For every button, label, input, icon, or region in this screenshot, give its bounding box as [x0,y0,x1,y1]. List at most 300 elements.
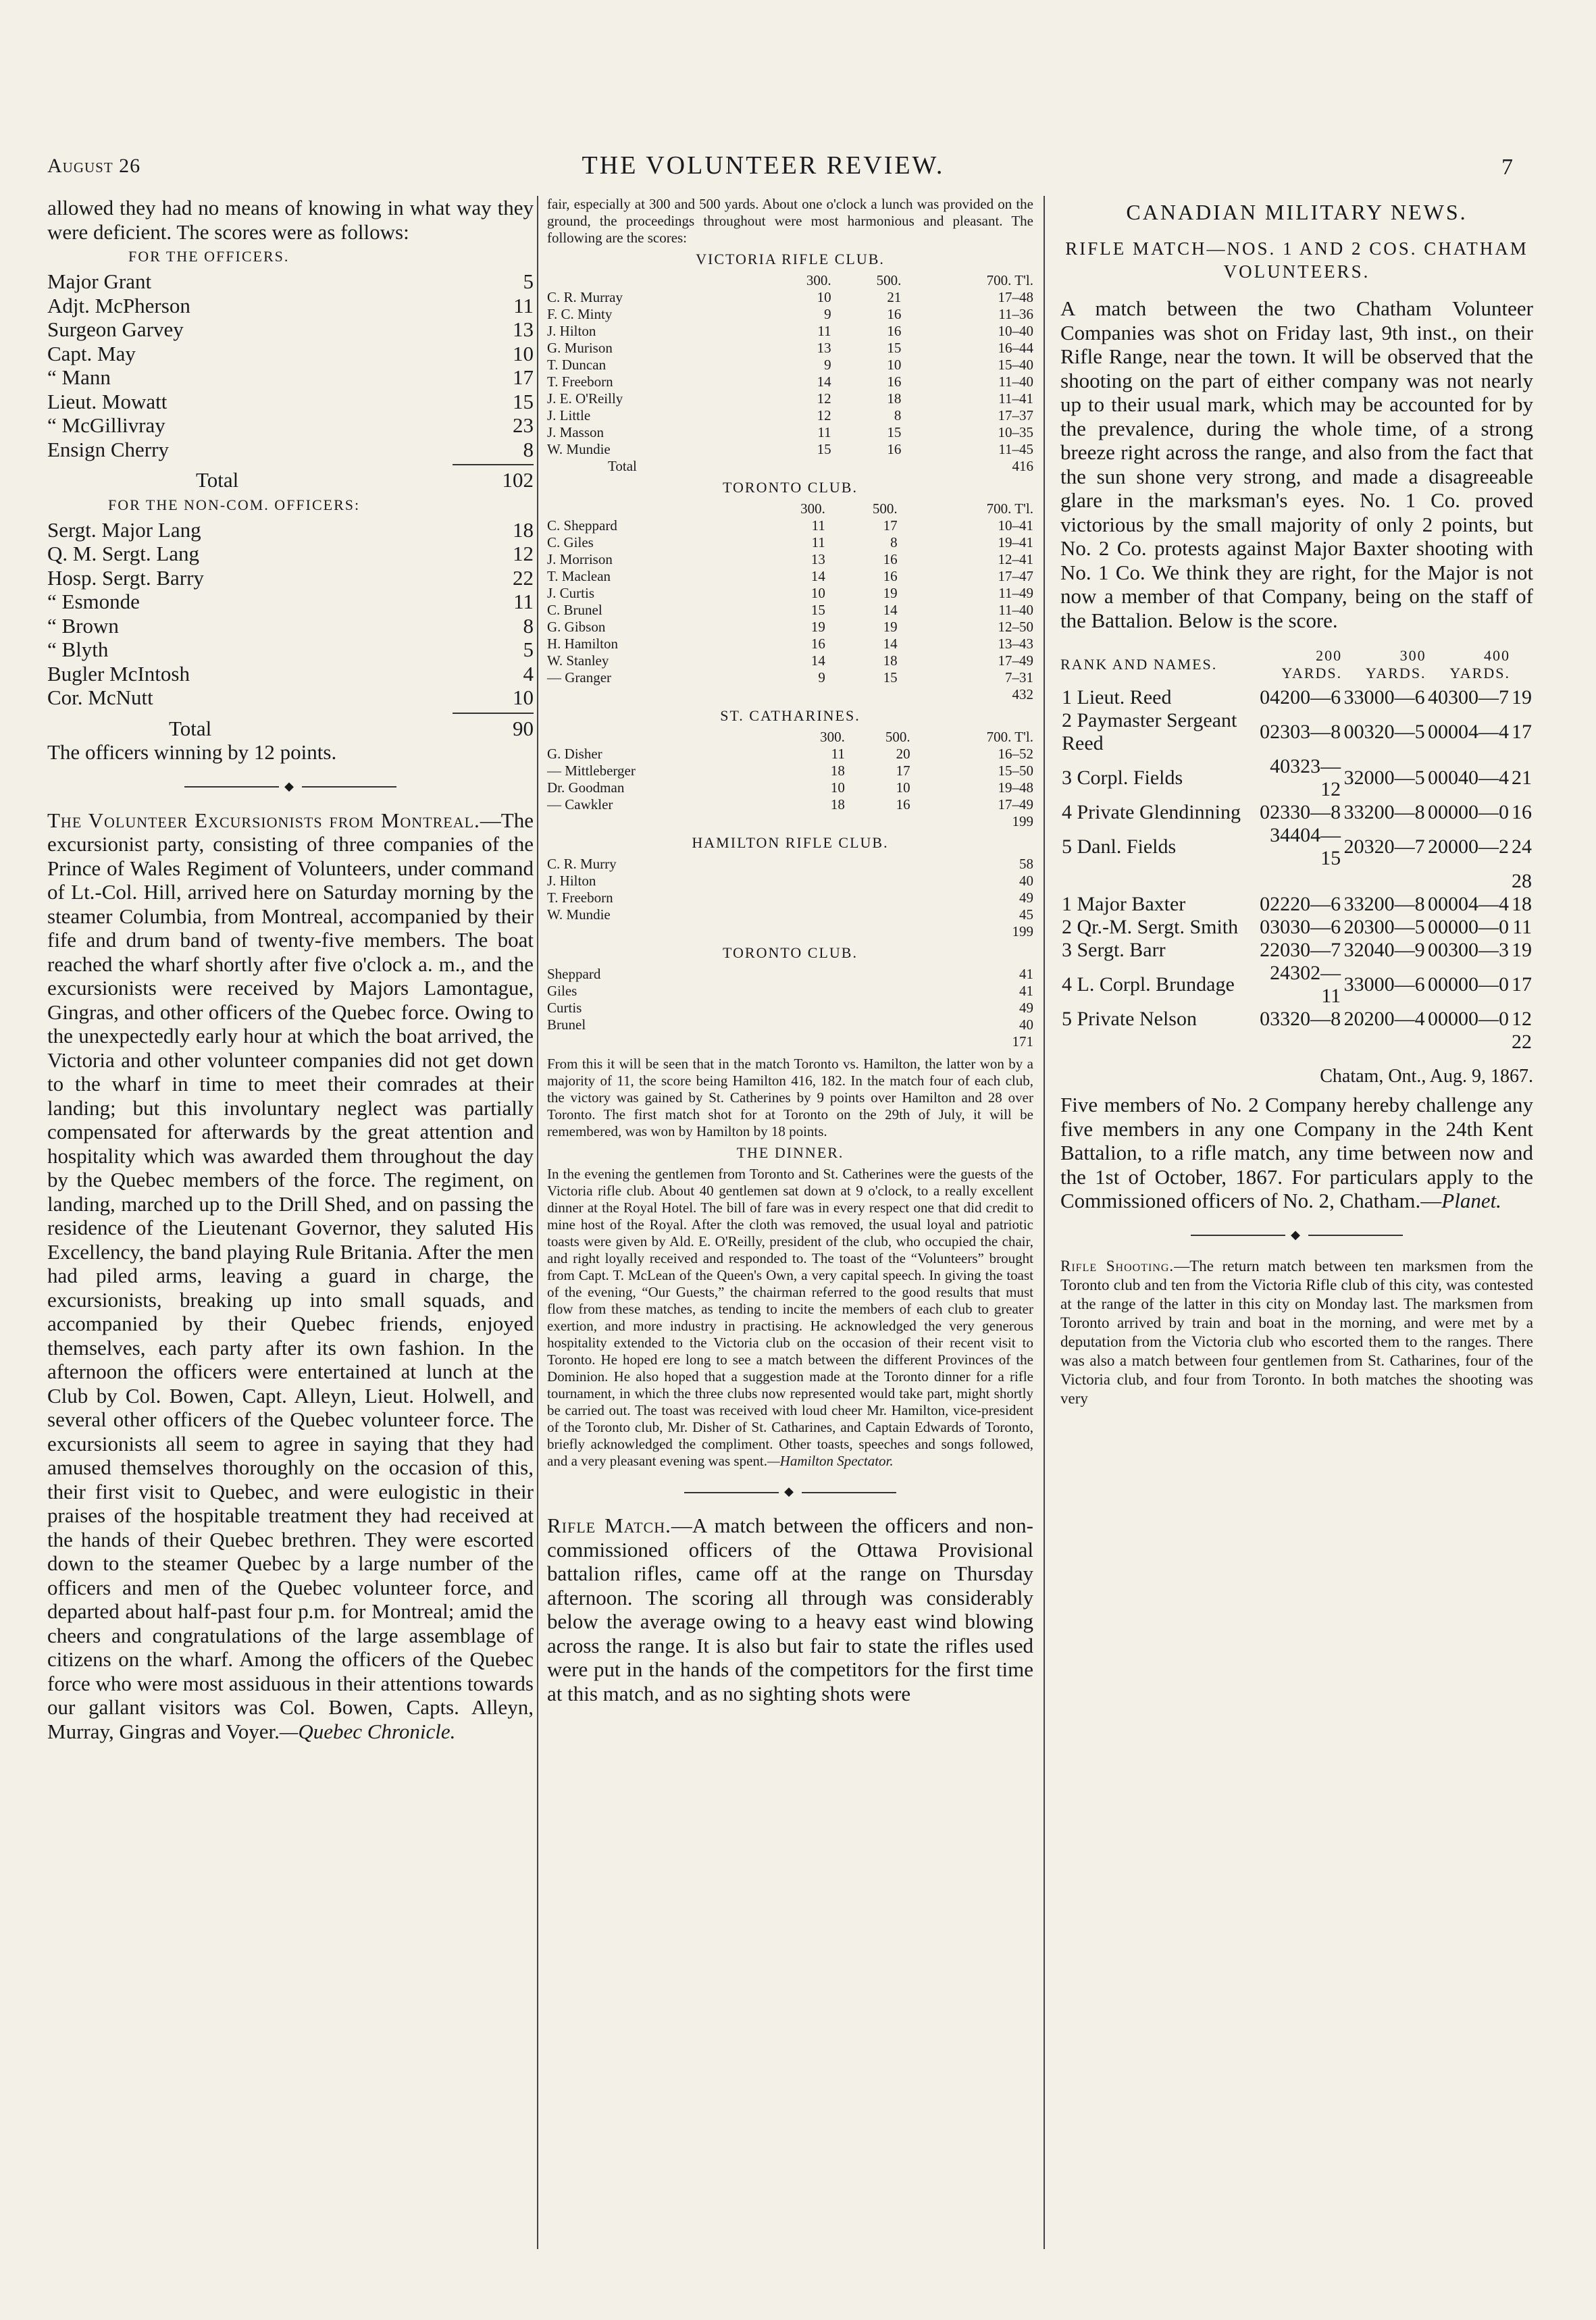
table-row [47,662,534,686]
shooter-score: 16 [887,323,902,339]
table-row [547,906,1033,923]
table-row [547,619,1033,636]
shooter-name: Curtis [547,1000,582,1016]
dinner-heading: THE DINNER. [736,1144,844,1161]
table-row [547,407,1033,424]
table-row [1060,801,1533,824]
shooter-score: 49 [1019,1000,1033,1016]
column-1 [47,196,534,1743]
member-score: 5 [523,638,534,661]
shooter-score: 45 [1019,906,1033,923]
stcath-score-table [547,729,1033,813]
shooter-name: H. Hamilton [547,636,618,652]
shooter-score: 14 [883,602,898,618]
rifle-shooting-article [1060,1257,1533,1408]
member-name: Bugler McIntosh [47,661,190,686]
column-header: 700. T'l. [986,500,1033,517]
shooter-score: 18 [883,652,898,669]
shooter-score: 10 [896,779,910,796]
officers-total: 102 [502,468,534,492]
chatham-match-article: A match between the two Chatham Volunteer Companies was shot on Friday last, 9th inst., on their Rifle Range, near the town. It will be observed that the shooting on the part of either company was not nearly up to their usual mark, which may be accounted for by the prevalence, during the whole time, of a strong breeze right across the range, and also from the fact that the sun shone very strong, and made a disagreeable glare in the marksman's eyes. No. 1 Co. proved victorious by the small majority of only 2 points, but No. 2 Co. protests against Major Baxter shooting with No. 1 Co. We think they are right, for the Major is not now a member of that Company, being on the staff of the Battalion. Below is the score. [1060,297,1533,632]
table-row [47,438,534,462]
range-score: 12 [1512,1008,1532,1030]
range-score: 22030—7 [1260,939,1341,961]
shooter-name: C. R. Murry [547,856,617,872]
table-row [547,602,1033,619]
column-header: 300. [820,729,845,745]
shooter-name: F. C. Minty [547,306,613,322]
rank-name: 3 Sergt. Barr [1062,939,1166,961]
officers-match-intro: allowed they had no means of knowing in what way they were deficient. The scores were as follows: [47,196,534,244]
range-score: 24302—11 [1270,962,1341,1007]
shooter-score: 12–50 [998,619,1033,635]
rank-name: 2 Qr.-M. Sergt. Smith [1062,916,1239,938]
shooter-score: 16 [883,568,898,584]
noncom-score-table [47,518,534,710]
member-name: Lieut. Mowatt [47,389,168,413]
shooter-score: 17–37 [998,407,1033,423]
stcath-total: 199 [1012,813,1033,829]
victoria-total: 416 [1012,458,1033,474]
officers-score-table [47,269,534,461]
range-score: 02303—8 [1260,721,1341,743]
range-score: 33200—8 [1343,893,1425,915]
rifle-shooting-body: —The return match between ten marksmen from the Toronto club and ten from the Victoria Rifle club of this city, was contested at the range of the latter in this city on Monday last. The marksmen from Toronto arrived by train and boat in the morning, and were met by a deputation from the Victoria club who escorted them to the ranges. There was also a match between four gentlemen from St. Catharines, four of the Victoria club, and four from Toronto. In both matches the shooting was very [1060,1257,1533,1407]
team-total: 28 [1512,870,1532,892]
column-header: 700. T'l. [986,729,1033,745]
range-score: 00040—4 [1427,767,1509,789]
shooter-score: 16 [810,636,825,652]
victoria-score-table [547,272,1033,458]
table-row [1060,893,1533,916]
range-score: 40323—12 [1270,755,1341,800]
range-score: 33000—6 [1343,686,1425,708]
shooter-score: 17–49 [998,796,1033,813]
blank [1426,870,1510,893]
shooter-score: 11–45 [998,441,1033,457]
shooter-name: T. Maclean [547,568,611,584]
shooter-score: 11–40 [998,373,1033,390]
range-score: 21 [1512,767,1532,789]
shooter-score: 16–52 [998,746,1033,762]
range-score: 02220—6 [1260,893,1341,915]
stcath-heading: ST. CATHARINES. [720,707,860,724]
shooter-name: G. Gibson [547,619,606,635]
excursion-source: —Quebec Chronicle. [279,1719,456,1743]
column-header: 500. [876,272,902,288]
victoria-total-label: Total [608,458,637,474]
hamilton-score-table [547,856,1033,923]
member-name: “ Esmonde [47,590,140,613]
range-score: 33200—8 [1343,801,1425,823]
member-score: 10 [513,341,534,365]
rank-name: 4 Private Glendinning [1062,801,1241,823]
column-header: 300. [800,500,825,517]
member-name: Hosp. Sergt. Barry [47,565,204,590]
shooter-name: W. Mundie [547,441,611,457]
rank-name: 4 L. Corpl. Brundage [1062,973,1235,996]
member-name: Q. M. Sergt. Lang [47,542,200,565]
table-header-row [547,272,1033,289]
member-score: 11 [513,590,534,613]
blank [1060,1031,1256,1054]
shooter-score: 18 [887,390,902,407]
table-row [547,306,1033,323]
total-rule [453,713,534,714]
range-score: 02330—8 [1260,801,1341,823]
shooter-score: 17 [883,517,898,534]
member-score: 18 [513,517,534,542]
shooter-name: C. Brunel [547,602,602,618]
rifle-match-lead: Rifle Match. [547,1514,671,1537]
toronto2-total-row [547,1033,1033,1050]
shooter-score: 15 [887,340,902,356]
newspaper-title: THE VOLUNTEER REVIEW. [582,151,945,180]
shooter-score: 16 [887,306,902,322]
team-total-row [1060,870,1533,893]
shooter-score: 58 [1019,856,1033,872]
member-score: 12 [513,542,534,565]
member-score: 17 [513,365,534,389]
issue-date: August 26 [47,155,141,177]
member-name: “ Blyth [47,638,109,661]
shooter-name: — Mittleberger [547,763,636,779]
range-score: 32000—5 [1343,767,1425,789]
table-row [547,1000,1033,1016]
range-score: 00000—0 [1427,1008,1509,1030]
table-row [547,517,1033,534]
shooter-name: C. R. Murray [547,289,623,305]
table-header-row [547,729,1033,746]
table-row [1060,962,1533,1008]
range-score: 17 [1512,721,1532,743]
shooter-name: T. Freeborn [547,373,613,390]
toronto-heading: TORONTO CLUB. [723,479,858,496]
shooter-name: Brunel [547,1016,586,1033]
shooter-name: Giles [547,983,577,999]
shooter-name: C. Giles [547,534,594,550]
noncom-total-row [47,717,534,741]
blank [1256,870,1342,893]
table-row [547,856,1033,873]
shooter-score: 11 [817,424,831,440]
table-row [47,638,534,662]
header-blank [547,272,761,289]
challenge-body: Five members of No. 2 Company hereby challenge any five members in any one Company in the 24th Kent Battalion, to a rifle match, any time between now and the 1st of October, 1867. For particulars apply to the Commissioned officers of No. 2, Chatham.— [1060,1093,1533,1212]
range-score: 16 [1512,801,1532,823]
table-row [547,390,1033,407]
page-number: 7 [1501,155,1513,180]
shooter-score: 10 [887,357,902,373]
shooter-score: 14 [810,652,825,669]
table-row [47,317,534,342]
total-rule [453,464,534,465]
table-row [47,518,534,542]
shooter-score: 15 [883,669,898,686]
member-score: 23 [513,413,534,437]
rifle-shooting-lead: Rifle Shooting. [1060,1257,1175,1274]
shooter-name: — Granger [547,669,612,686]
table-row [47,269,534,294]
member-score: 10 [513,686,534,709]
table-row [547,568,1033,585]
range-score: 34404—15 [1270,824,1341,869]
table-row [47,542,534,566]
shooter-score: 12 [817,407,831,423]
shooter-score: 19 [810,619,825,635]
rank-name: 5 Danl. Fields [1062,835,1177,858]
shooter-score: 16 [896,796,910,813]
shooter-score: 20 [896,746,910,762]
range-score: 00320—5 [1343,721,1425,743]
shooter-score: 41 [1019,966,1033,982]
shooter-score: 15 [810,602,825,618]
shooter-name: J. Morrison [547,551,613,567]
shooter-name: W. Stanley [547,652,609,669]
toronto-score-table [547,500,1033,686]
column-divider-1 [537,196,538,2249]
rifle-club-intro: fair, especially at 300 and 500 yards. About one o'clock a lunch was provided on the ground, the proceedings throughout were most harmonious and pleasant. The following are the scores: [547,196,1033,246]
member-name: “ McGillivray [47,413,165,437]
table-row [547,1016,1033,1033]
rank-name: 1 Major Baxter [1062,893,1186,915]
member-score: 13 [513,317,534,341]
blank [1342,1031,1426,1054]
table-row [547,763,1033,779]
range-score: 00300—3 [1427,939,1509,961]
table-row [47,294,534,318]
shooter-score: 9 [818,669,825,686]
shooter-score: 41 [1019,983,1033,999]
shooter-score: 10–40 [998,323,1033,339]
table-row [547,340,1033,357]
shooter-name: J. Masson [547,424,604,440]
shooter-score: 16 [887,373,902,390]
header-blank [547,500,753,517]
member-name: Cor. McNutt [47,686,153,709]
table-row [47,342,534,366]
column-3 [1060,196,1533,1408]
table-row [547,323,1033,340]
dinner-source: —Hamilton Spectator. [767,1453,894,1469]
table-row [1060,916,1533,939]
blank [1426,1031,1510,1054]
column-2 [547,196,1033,1705]
shooter-score: 10–41 [998,517,1033,534]
shooter-score: 40 [1019,873,1033,889]
table-row [547,652,1033,669]
member-name: “ Mann [47,365,111,389]
section-divider: ◆ [547,1485,1033,1499]
table-row [547,966,1033,983]
shooter-score: 15 [817,441,831,457]
shooter-score: 11–49 [998,585,1033,601]
range-score: 24 [1512,835,1532,858]
shooter-score: 14 [817,373,831,390]
shooter-name: Dr. Goodman [547,779,625,796]
member-name: Adjt. McPherson [47,293,190,317]
shooter-score: 12–41 [998,551,1033,567]
toronto-total: 432 [1012,686,1033,702]
table-row [547,779,1033,796]
member-score: 8 [523,437,534,461]
section-divider: ◆ [1060,1228,1533,1242]
shooter-score: 17–48 [998,289,1033,305]
hamilton-total-row [547,923,1033,940]
excursion-article [47,808,534,1744]
shooter-score: 10 [810,585,825,601]
shooter-score: 8 [890,534,898,550]
shooter-score: 11 [831,746,845,762]
masthead [41,145,1513,192]
table-row [547,357,1033,373]
column-header: 500. [885,729,910,745]
shooter-score: 11 [817,323,831,339]
shooter-score: 15–40 [998,357,1033,373]
shooter-score: 17–49 [998,652,1033,669]
range-score: 19 [1512,686,1532,708]
shooter-name: J. Hilton [547,873,596,889]
shooter-score: 12 [817,390,831,407]
range-score: 04200—6 [1260,686,1341,708]
victoria-total-row [547,458,1033,475]
toronto-total-row [547,686,1033,703]
range-score: 19 [1512,939,1532,961]
noncom-heading: FOR THE NON-COM. OFFICERS: [108,496,361,513]
shooter-score: 10 [830,779,845,796]
shooter-name: — Cawkler [547,796,613,813]
member-name: Sergt. Major Lang [47,517,201,542]
section-title: CANADIAN MILITARY NEWS. [1126,200,1468,224]
dinner-article [547,1166,1033,1470]
shooter-score: 13–43 [998,636,1033,652]
shooter-score: 19 [883,619,898,635]
shooter-score: 19–41 [998,534,1033,550]
blank [1060,870,1256,893]
table-row [547,983,1033,1000]
member-score: 22 [513,565,534,590]
table-row [547,746,1033,763]
range-score: 03320—8 [1260,1008,1341,1030]
column-header: 300. [806,272,831,288]
table-row [547,424,1033,441]
table-row [547,373,1033,390]
table-row [1060,709,1533,755]
toronto2-total: 171 [1012,1033,1033,1050]
officers-total-label: Total [196,468,239,492]
column-divider-2 [1044,196,1045,2249]
team-total: 22 [1512,1031,1532,1053]
shooter-name: W. Mundie [547,906,611,923]
shooter-name: Sheppard [547,966,601,982]
rank-name: 3 Corpl. Fields [1062,767,1183,789]
shooter-score: 19 [883,585,898,601]
toronto2-heading: TORONTO CLUB. [723,944,858,961]
shooter-score: 9 [824,357,831,373]
table-row [47,365,534,390]
shooter-score: 49 [1019,890,1033,906]
officers-heading: FOR THE OFFICERS. [128,248,290,265]
match-summary: From this it will be seen that in the match Toronto vs. Hamilton, the latter won by a majority of 11, the score being Hamilton 416, 182. In the match four of each club, the victory was gained by St. Catherines by 9 points over Hamilton and 28 over Toronto. The first match shot for at Toronto on the 29th of July, it will be remembered, was won by Hamilton by 18 points. [547,1056,1033,1139]
range-score: 33000—6 [1343,973,1425,996]
table-row [1060,939,1533,962]
table-header-row [1060,643,1533,686]
range-score: 00004—4 [1427,893,1509,915]
table-row [47,686,534,710]
shooter-score: 11 [811,534,825,550]
range-score: 20200—4 [1343,1008,1425,1030]
shooter-score: 16 [883,551,898,567]
rank-name: 2 Paymaster Sergeant Reed [1062,709,1237,754]
table-row [47,614,534,638]
table-row [547,585,1033,602]
noncom-total: 90 [513,716,534,740]
shooter-name: J. Curtis [547,585,595,601]
range-score: 20000—2 [1427,835,1509,858]
shooter-score: 13 [810,551,825,567]
shooter-name: T. Duncan [547,357,607,373]
range-score: 03030—6 [1260,916,1341,938]
range-score: 00000—0 [1427,916,1509,938]
range-score: 00004—4 [1427,721,1509,743]
table-row [547,636,1033,652]
victoria-heading: VICTORIA RIFLE CLUB. [696,251,885,267]
shooter-score: 9 [824,306,831,322]
challenge-notice [1060,1093,1533,1213]
dinner-body: In the evening the gentlemen from Toronto and St. Catherines were the guests of the Victoria rifle club. About 40 gentlemen sat down at 9 o'clock, to a really excellent dinner at the Royal Hotel. The bill of fare was in every respect one that did credit to mine host of the Royal. After the cloth was removed, the usual loyal and patriotic toasts were given by Ald. E. O'Reilly, president of the club, who occupied the chair, and right loyally received and responded to. The toast of the “Volunteers” brought from Capt. T. McLean of the Queen's Own, a very capital speech. In giving the toast of the evening, “Our Guests,” the chairman referred to the good results that must flow from these matches, as tending to incite the members of each club to greater exertion, and more industry in practising. He acknowledged the very generous hospitality extended to the Victoria club on the occasion of their recent visit to Toronto. He hoped ere long to see a match between the different Provinces of the Dominion. He also hoped that a suggestion made at the Toronto dinner for a rifle tournament, in which the three clubs now represented would take part, might shortly be carried out. The toast was received with loud cheer Mr. Hamilton, vice-president of the Toronto club, Mr. Disher of St. Catharines, and Captain Edwards of Toronto, briefly acknowledged the compliment. Other toasts, speeches and songs followed, and a very pleasant evening was spent. [547,1166,1033,1469]
dateline: Chatam, Ont., Aug. 9, 1867. [1320,1066,1533,1087]
table-row [547,441,1033,458]
column-header: 200 YARDS. [1281,647,1343,681]
member-name: Capt. May [47,341,136,365]
excursion-lead: The Volunteer Excursionists from Montreal. [47,808,480,832]
shooter-score: 13 [817,340,831,356]
excursion-body: —The excursionist party, consisting of three companies of the Prince of Wales Regiment of Volunteers, under command of Lt.-Col. Hill, arrived here on Saturday morning by the steamer Columbia, from Montreal, accompanied by their fife and drum band of twenty-five members. The boat reached the wharf shortly after five o'clock a. m., and the excursionists were received by Majors Lamontague, Gingras, and other officers of the Quebec force. Owing to the unexpectedly early hour at which the boat arrived, the Victoria and other volunteer companies did not get down to the wharf in time to meet their comrades at their landing; but this involuntary neglect was partially compensated for afterwards by the great attention and hospitality which was awarded them throughout the day by the Quebec members of the force. The regiment, on landing, marched up to the Drill Shed, and on passing the residence of the Lieutenant Governor, they saluted His Excellency, the band playing Rule Britania. After the men had piled arms, leaving a guard in charge, the excursionists, breaking up into small squads, and accompanied by their Quebec friends, enjoyed themselves, each party after its own fashion. In the afternoon the officers were entertained at lunch at the Club by Col. Bowen, Capt. Alleyn, Lieut. Holwell, and several other officers of the Quebec volunteer force. The excursionists all seem to agree in saying that they had amused themselves thoroughly on the occasion of this, their first visit to Quebec, and were eulogistic in their praises of the hospitable treatment they had received at the hands of their Quebec brethren. They were escorted down to the steamer Quebec by a large number of the officers and men of the Quebec volunteer force, and departed about half-past four p.m. for Montreal; amid the cheers and congratulations of the large assemblage of citizens on the wharf. Among the officers of the Quebec force who were most assiduous in their attentions towards our gallant visitors was Col. Bowen, Capts. Alleyn, Murray, Gingras and Voyer. [47,808,534,1743]
column-header: 400 YARDS. [1449,647,1510,681]
range-score: 11 [1512,916,1532,938]
shooter-score: 14 [810,568,825,584]
table-row [47,390,534,414]
column-header: 300 YARDS. [1365,647,1426,681]
range-score: 20320—7 [1343,835,1425,858]
stcath-total-row [547,813,1033,830]
table-header-row [547,500,1033,517]
shooter-name: G. Disher [547,746,602,762]
range-score: 20300—5 [1343,916,1425,938]
shooter-name: J. Hilton [547,323,596,339]
shooter-score: 17 [896,763,910,779]
table-row [547,890,1033,906]
table-row [547,534,1033,551]
column-header: RANK AND NAMES. [1060,656,1218,673]
match-title: RIFLE MATCH—NOS. 1 AND 2 COS. CHATHAM VOLUNTEERS. [1065,238,1528,282]
shooter-name: J. E. O'Reilly [547,390,623,407]
shooter-score: 14 [883,636,898,652]
table-row [47,413,534,438]
range-score: 00000—0 [1427,973,1509,996]
team-total-row [1060,1031,1533,1054]
shooter-score: 11 [811,517,825,534]
blank [1256,1031,1342,1054]
toronto2-score-table [547,966,1033,1033]
shooter-score: 10–35 [998,424,1033,440]
table-row [547,669,1033,686]
shooter-score: 17–47 [998,568,1033,584]
range-score: 17 [1512,973,1532,996]
member-score: 8 [523,613,534,638]
shooter-score: 16–44 [998,340,1033,356]
column-header: 500. [872,500,898,517]
